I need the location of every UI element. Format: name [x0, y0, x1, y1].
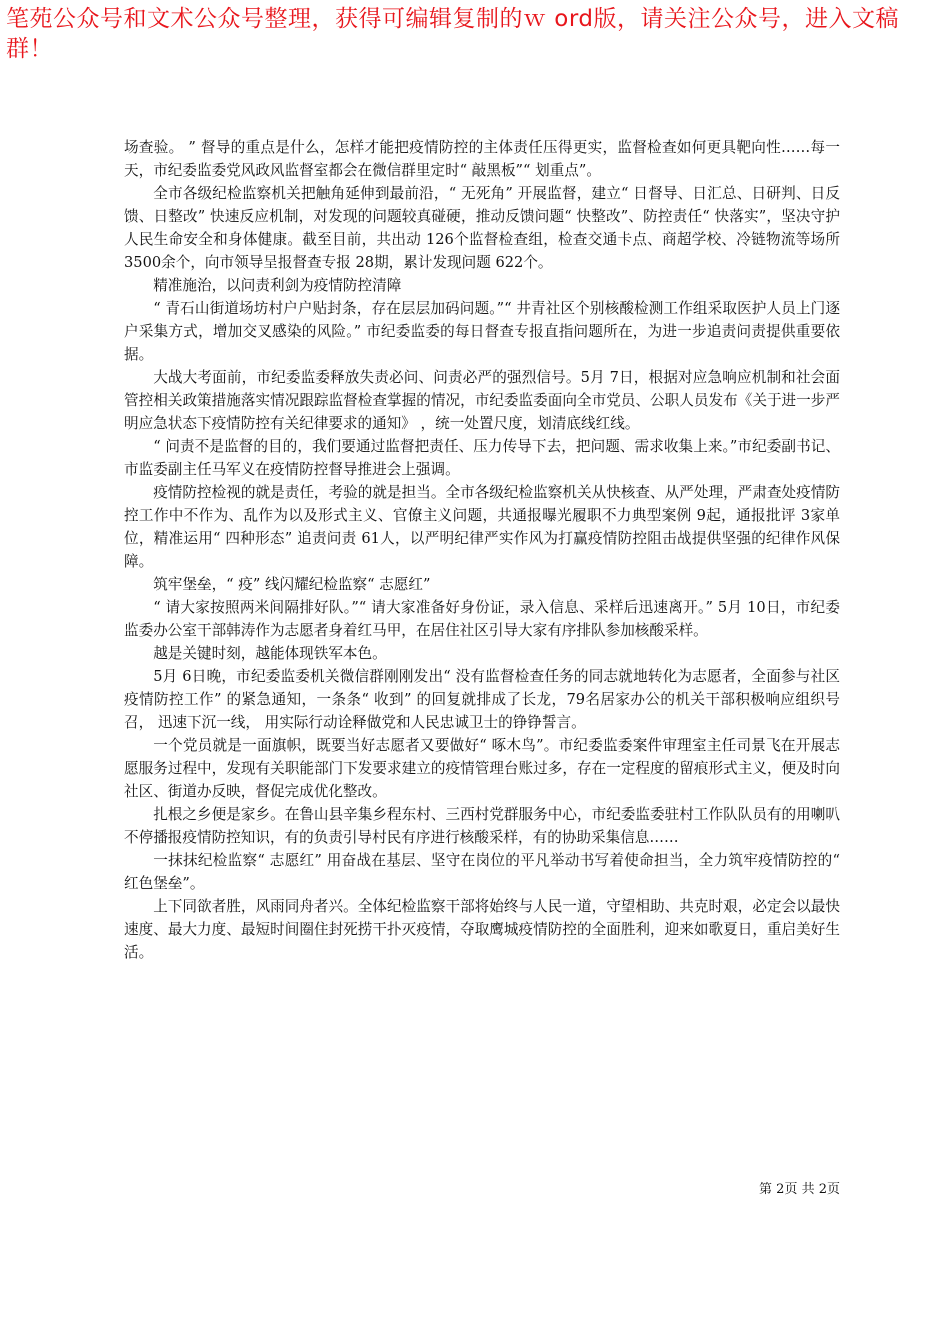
paragraph: “ 青石山街道场坊村户户贴封条，存在层层加码问题。”“ 井青社区个别核酸检测工作组采取医护人员上门逐户采集方式，增加交叉感染的风险。” 市纪委监委的每日督查专报直指问题所在，为进一步追责问责提供重要依据。: [124, 300, 840, 363]
section-heading: 精准施治，以问责利剑为疫情防控清障: [153, 277, 402, 294]
paragraph: “ 请大家按照两米间隔排好队。”“ 请大家准备好身份证，录入信息、采样后迅速离开。” 5月 10日，市纪委监委办公室干部韩涛作为志愿者身着红马甲，在居住社区引导大家有序排队参加核酸采样。: [124, 599, 840, 639]
watermark-banner: 笔苑公众号和文术公众号整理，获得可编辑复制的ｗ ord版，请关注公众号，进入文稿群！: [6, 6, 900, 62]
document-body: [124, 136, 840, 964]
paragraph: 扎根之乡便是家乡。在鲁山县辛集乡程东村、三西村党群服务中心，市纪委监委驻村工作队队员有的用喇叭不停播报疫情防控知识，有的负责引导村民有序进行核酸采样，有的协助采集信息……: [124, 806, 840, 846]
paragraph: 全市各级纪检监察机关把触角延伸到最前沿，“ 无死角” 开展监督，建立“ 日督导、日汇总、日研判、日反馈、日整改” 快速反应机制，对发现的问题较真碰硬，推动反馈问题“ 快整改”、防控责任“ 快落实”，坚决守护人民生命安全和身体健康。截至目前，共出动 126个监督检查组，检查交通卡点、商超学校、冷链物流等场所 3500余个，向市领导呈报督查专报 28期，累计发现问题 622个。: [124, 185, 840, 271]
paragraph: 疫情防控检视的就是责任，考验的就是担当。全市各级纪检监察机关从快核查、从严处理，严肃查处疫情防控工作中不作为、乱作为以及形式主义、官僚主义问题，共通报曝光履职不力典型案例 9起，通报批评 3家单位，精准运用“ 四种形态” 追责问责 61人，以严明纪律严实作风为打赢疫情防控阻击战提供坚强的纪律作风保障。: [124, 484, 840, 570]
section-heading: 筑牢堡垒，“ 疫” 线闪耀纪检监察“ 志愿红”: [153, 576, 431, 593]
paragraph: 场查验。 ” 督导的重点是什么，怎样才能把疫情防控的主体责任压得更实，监督检查如何更具靶向性……每一天，市纪委监委党风政风监督室都会在微信群里定时“ 敲黑板”“ 划重点”。: [124, 139, 840, 179]
paragraph: 上下同欲者胜，风雨同舟者兴。全体纪检监察干部将始终与人民一道，守望相助、共克时艰，必定会以最快速度、最大力度、最短时间圈住封死捞干扑灭疫情，夺取鹰城疫情防控的全面胜利，迎来如歌夏日，重启美好生活。: [124, 898, 840, 961]
paragraph: 一抹抹纪检监察“ 志愿红” 用奋战在基层、坚守在岗位的平凡举动书写着使命担当，全力筑牢疫情防控的“ 红色堡垒”。: [124, 852, 840, 892]
page-number: 第 2页 共 2页: [759, 1182, 840, 1197]
paragraph: 大战大考面前，市纪委监委释放失责必问、问责必严的强烈信号。5月 7日，根据对应急响应机制和社会面管控相关政策措施落实情况跟踪监督检查掌握的情况，市纪委监委面向全市党员、公职人员发布《关于进一步严明应急状态下疫情防控有关纪律要求的通知》 ，统一处置尺度，划清底线红线。: [124, 369, 840, 432]
paragraph: 一个党员就是一面旗帜，既要当好志愿者又要做好“ 啄木鸟”。市纪委监委案件审理室主任司景飞在开展志愿服务过程中，发现有关职能部门下发要求建立的疫情管理台账过多，存在一定程度的留痕形式主义，便及时向社区、街道办反映，督促完成优化整改。: [124, 737, 840, 800]
paragraph: “ 问责不是监督的目的，我们要通过监督把责任、压力传导下去，把问题、需求收集上来。”市纪委副书记、市监委副主任马军义在疫情防控督导推进会上强调。: [124, 438, 840, 478]
paragraph: 5月 6日晚，市纪委监委机关微信群刚刚发出“ 没有监督检查任务的同志就地转化为志愿者，全面参与社区疫情防控工作” 的紧急通知，一条条“ 收到” 的回复就排成了长龙，79名居家办公的机关干部积极响应组织号召， 迅速下沉一线， 用实际行动诠释做党和人民忠诚卫士的铮铮誓言。: [124, 668, 840, 731]
paragraph: 越是关键时刻，越能体现铁军本色。: [153, 645, 387, 662]
